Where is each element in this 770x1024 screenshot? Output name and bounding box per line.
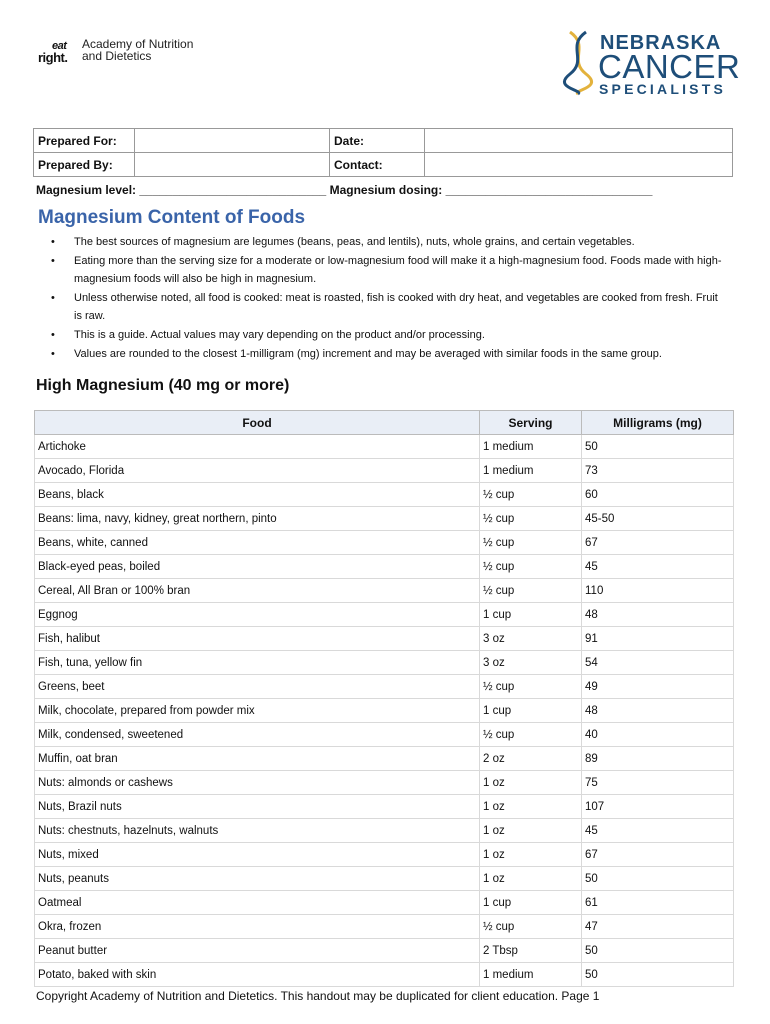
table-row (35, 603, 734, 627)
serving-cell: ½ cup (480, 483, 582, 507)
table-row (35, 507, 734, 531)
table-row (35, 963, 734, 987)
food-cell: Black-eyed peas, boiled (35, 555, 480, 579)
serving-cell: 2 oz (480, 747, 582, 771)
food-cell: Okra, frozen (35, 915, 480, 939)
table-row (35, 627, 734, 651)
serving-cell: ½ cup (480, 675, 582, 699)
food-cell: Nuts, mixed (35, 843, 480, 867)
table-row (35, 699, 734, 723)
milligrams-cell: 50 (582, 867, 734, 891)
table-row (35, 531, 734, 555)
prepared-for-label: Prepared For: (34, 129, 135, 153)
serving-cell: 1 oz (480, 771, 582, 795)
milligrams-cell: 40 (582, 723, 734, 747)
food-cell: Avocado, Florida (35, 459, 480, 483)
milligrams-cell: 73 (582, 459, 734, 483)
list-item: • Eating more than the serving size for a moderate or low-magnesium food will make it a high-magnesium food. Foods made with high-magnesium foods will also be high in magnesium. (36, 252, 726, 289)
guidance-list (36, 233, 726, 363)
food-cell: Fish, tuna, yellow fin (35, 651, 480, 675)
contact-label: Contact: (330, 153, 425, 177)
dna-helix-icon (562, 30, 596, 96)
serving-cell: ½ cup (480, 531, 582, 555)
table-row (35, 459, 734, 483)
table-row (35, 555, 734, 579)
serving-cell: 1 medium (480, 963, 582, 987)
milligrams-cell: 61 (582, 891, 734, 915)
food-cell: Artichoke (35, 435, 480, 459)
serving-cell: 1 cup (480, 699, 582, 723)
list-item: • Values are rounded to the closest 1-milligram (mg) increment and may be averaged with similar foods in the same group. (36, 345, 726, 364)
table-row (35, 579, 734, 603)
milligrams-cell: 45 (582, 555, 734, 579)
table-row (35, 771, 734, 795)
milligrams-cell: 91 (582, 627, 734, 651)
eat-right-mark: eat right. (38, 40, 68, 65)
serving-cell: ½ cup (480, 555, 582, 579)
food-cell: Nuts, Brazil nuts (35, 795, 480, 819)
table-row (35, 435, 734, 459)
milligrams-cell: 48 (582, 603, 734, 627)
milligrams-cell: 50 (582, 963, 734, 987)
table-row (35, 651, 734, 675)
milligrams-cell: 50 (582, 435, 734, 459)
food-cell: Nuts, peanuts (35, 867, 480, 891)
table-row (35, 843, 734, 867)
serving-cell: 1 oz (480, 843, 582, 867)
table-row (35, 939, 734, 963)
food-cell: Nuts: chestnuts, hazelnuts, walnuts (35, 819, 480, 843)
nebraska-cancer-logo: NEBRASKA CANCER SPECIALISTS (562, 30, 742, 100)
academy-logo (38, 38, 198, 72)
food-cell: Milk, chocolate, prepared from powder mix (35, 699, 480, 723)
milligrams-cell: 54 (582, 651, 734, 675)
serving-cell: ½ cup (480, 723, 582, 747)
date-field[interactable] (425, 129, 733, 153)
patient-info-table (33, 128, 733, 177)
serving-cell: 1 oz (480, 795, 582, 819)
serving-cell: 1 medium (480, 435, 582, 459)
serving-cell: 1 oz (480, 819, 582, 843)
serving-cell: ½ cup (480, 507, 582, 531)
food-cell: Eggnog (35, 603, 480, 627)
serving-cell: 2 Tbsp (480, 939, 582, 963)
table-row (35, 483, 734, 507)
food-cell: Potato, baked with skin (35, 963, 480, 987)
food-cell: Beans: lima, navy, kidney, great northern, pinto (35, 507, 480, 531)
milligrams-cell: 89 (582, 747, 734, 771)
food-cell: Nuts: almonds or cashews (35, 771, 480, 795)
academy-name: Academy of Nutrition and Dietetics (82, 37, 194, 63)
food-cell: Greens, beet (35, 675, 480, 699)
prepared-by-label: Prepared By: (34, 153, 135, 177)
page-title: Magnesium Content of Foods (38, 207, 306, 228)
serving-cell: ½ cup (480, 915, 582, 939)
food-cell: Fish, halibut (35, 627, 480, 651)
serving-cell: 1 medium (480, 459, 582, 483)
milligrams-cell: 67 (582, 843, 734, 867)
column-header-milligrams: Milligrams (mg) (582, 411, 734, 435)
food-cell: Cereal, All Bran or 100% bran (35, 579, 480, 603)
table-row (35, 747, 734, 771)
serving-cell: 1 oz (480, 867, 582, 891)
serving-cell: 1 cup (480, 603, 582, 627)
magnesium-level-dosing-line: Magnesium level: ____________________________ Magnesium dosing: _______________________________ (36, 183, 653, 197)
serving-cell: 1 cup (480, 891, 582, 915)
column-header-food: Food (35, 411, 480, 435)
contact-field[interactable] (425, 153, 733, 177)
food-cell: Milk, condensed, sweetened (35, 723, 480, 747)
milligrams-cell: 50 (582, 939, 734, 963)
table-row (35, 675, 734, 699)
list-item: • The best sources of magnesium are legumes (beans, peas, and lentils), nuts, whole grains, and certain vegetables. (36, 233, 726, 252)
section-title: High Magnesium (40 mg or more) (36, 377, 290, 394)
serving-cell: 3 oz (480, 651, 582, 675)
milligrams-cell: 47 (582, 915, 734, 939)
milligrams-cell: 49 (582, 675, 734, 699)
table-row (35, 819, 734, 843)
milligrams-cell: 45 (582, 819, 734, 843)
table-row (35, 795, 734, 819)
table-row (35, 915, 734, 939)
milligrams-cell: 75 (582, 771, 734, 795)
list-item: • This is a guide. Actual values may vary depending on the product and/or processing. (36, 326, 726, 345)
table-row (35, 723, 734, 747)
food-cell: Beans, black (35, 483, 480, 507)
serving-cell: ½ cup (480, 579, 582, 603)
serving-cell: 3 oz (480, 627, 582, 651)
food-cell: Beans, white, canned (35, 531, 480, 555)
copyright-footer: Copyright Academy of Nutrition and Dietetics. This handout may be duplicated for client education. Page 1 (36, 989, 600, 1003)
food-cell: Oatmeal (35, 891, 480, 915)
food-cell: Peanut butter (35, 939, 480, 963)
prepared-for-field[interactable] (135, 129, 330, 153)
milligrams-cell: 107 (582, 795, 734, 819)
list-item: • Unless otherwise noted, all food is cooked: meat is roasted, fish is cooked with dry heat, and vegetables are cooked from fresh. Fruit is raw. (36, 289, 726, 326)
date-label: Date: (330, 129, 425, 153)
table-row (35, 867, 734, 891)
column-header-serving: Serving (480, 411, 582, 435)
prepared-by-field[interactable] (135, 153, 330, 177)
milligrams-cell: 67 (582, 531, 734, 555)
milligrams-cell: 48 (582, 699, 734, 723)
high-magnesium-table (34, 410, 734, 987)
food-cell: Muffin, oat bran (35, 747, 480, 771)
milligrams-cell: 60 (582, 483, 734, 507)
milligrams-cell: 110 (582, 579, 734, 603)
table-row (35, 891, 734, 915)
milligrams-cell: 45-50 (582, 507, 734, 531)
